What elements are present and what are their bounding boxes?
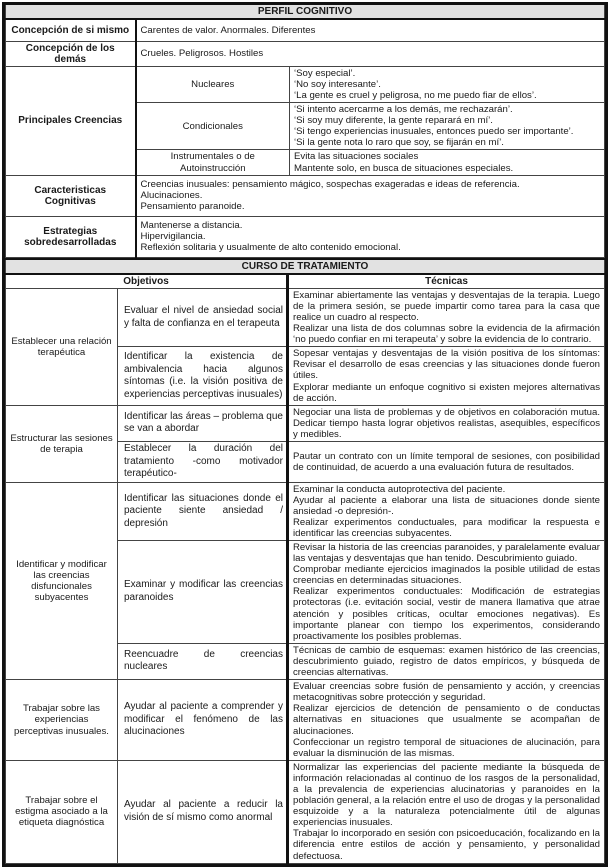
technique-line: Revisar la historia de las creencias paranoides, y paralelamente evaluar las ventajas y desventajas que han tenido. Descubrimiento guiado. <box>293 542 600 565</box>
technique-line: Realizar ejercicios de detención de pensamiento o de conductas alternativas en situaciones que usualmente se acompañan de alucinaciones. <box>293 703 600 737</box>
objective-cell: Reencuadre de creencias nucleares <box>118 643 288 679</box>
creencias-instrumentales-label: Instrumentales o de Autoinstrucción <box>136 150 290 175</box>
estrategia-line: Reflexión solitaria y usualmente de alto contenido emocional. <box>140 242 401 254</box>
concepcion-demas-value: Crueles. Peligrosos. Hostiles <box>136 41 605 66</box>
creencias-nucleares-label: Nucleares <box>136 66 290 102</box>
creencia-line: Evita las situaciones sociales <box>294 151 419 163</box>
caracteristica-line: Alucinaciones. <box>140 190 203 202</box>
treatment-row <box>6 405 605 441</box>
treatment-row <box>6 680 605 761</box>
caracteristicas-cognitivas-label: Caracteristicas Cognitivas <box>6 175 136 216</box>
goal-cell: Trabajar sobre el estigma asociado a la etiqueta diagnóstica <box>6 760 118 863</box>
creencias-condicionales-label: Condicionales <box>136 103 290 150</box>
techniques-cell <box>288 643 605 679</box>
technique-line: Ayudar al paciente a elaborar una lista de situaciones donde siente ansiedad -o depresión-. <box>293 494 600 517</box>
estrategias-list <box>136 216 605 257</box>
techniques-cell <box>288 482 605 540</box>
perfil-cognitivo-table <box>5 5 605 258</box>
caracteristicas-cognitivas-list <box>136 175 605 216</box>
creencias-nucleares-list <box>290 66 605 102</box>
goal-cell: Trabajar sobre las experiencias perceptivas inusuales. <box>6 680 118 761</box>
concepcion-si-mismo-label: Concepción de si mismo <box>6 19 136 41</box>
curso-tratamiento-table <box>5 258 605 864</box>
techniques-cell <box>288 405 605 441</box>
creencia-line: ‘Si la gente nota lo raro que soy, se fijarán en mí’. <box>294 137 504 149</box>
principales-creencias-label: Principales Creencias <box>6 66 136 175</box>
technique-line: Trabajar lo incorporado en sesión con psicoeducación, focalizando en la diferencia entre estilos de acción y pensamiento, y personalidad defectuosa. <box>293 828 600 862</box>
creencia-line: ‘Si intento acercarme a los demás, me rechazarán’. <box>294 104 513 116</box>
treatment-row <box>6 760 605 863</box>
creencia-line: ‘Si tengo experiencias inusuales, entonces puedo ser importante’. <box>294 126 574 138</box>
goal-cell: Estructurar las sesiones de terapia <box>6 405 118 482</box>
technique-line: Negociar una lista de problemas y de objetivos en colaboración mutua. Dedicar tiempo hasta lograr objetivos realistas, asequibles, específicos y medibles. <box>293 406 600 440</box>
technique-line: Realizar una lista de dos columnas sobre la evidencia de la afirmación ‘no puedo confiar en mi terapeuta’ y sobre la evidencia de lo contrario. <box>293 323 600 346</box>
treatment-row <box>6 288 605 346</box>
estrategias-label: Estrategias sobredesarrolladas <box>6 216 136 257</box>
objective-cell: Identificar las situaciones donde el paciente siente ansiedad / depresión <box>118 482 288 540</box>
objective-cell: Establecer la duración del tratamiento -como motivador terapéutico- <box>118 442 288 483</box>
techniques-cell <box>288 680 605 761</box>
technique-line: Comprobar mediante ejercicios imaginados la posible utilidad de estas creencias en determinadas situaciones. <box>293 564 600 587</box>
techniques-cell <box>288 288 605 346</box>
perfil-cognitivo-title: PERFIL COGNITIVO <box>6 5 605 19</box>
column-header-objetivos: Objetivos <box>6 274 288 289</box>
technique-line: Realizar experimentos conductuales, para modificar la respuesta e identificar las creencias subyacentes. <box>293 516 600 539</box>
technique-line: Normalizar las experiencias del paciente mediante la búsqueda de información relacionadas al continuo de los rasgos de la personalidad, a la prevalencia de experiencias alucinatorias y paranoides en la población general, a la relación entre el uso de drogas y la personalidad esquizoide y a la naturaleza potencialmente útil de algunas experiencias inusuales. <box>293 761 600 829</box>
technique-line: Pautar un contrato con un límite temporal de sesiones, con posibilidad de continuidad, de acuerdo a una evaluación futura de resultados. <box>293 450 600 473</box>
technique-line: Confeccionar un registro temporal de situaciones de alucinación, para evaluar la disminución de las mismas. <box>293 736 600 759</box>
objective-cell: Evaluar el nivel de ansiedad social y falta de confianza en el terapeuta <box>118 288 288 346</box>
creencia-line: ‘Si soy muy diferente, la gente reparará en mí’. <box>294 115 493 127</box>
techniques-cell <box>288 760 605 863</box>
techniques-cell <box>288 347 605 405</box>
caracteristica-line: Pensamiento paranoide. <box>140 201 245 213</box>
objective-cell: Ayudar al paciente a reducir la visión de sí mismo como anormal <box>118 760 288 863</box>
objective-cell: Ayudar al paciente a comprender y modificar el fenómeno de las alucinaciones <box>118 680 288 761</box>
goal-cell: Establecer una relación terapéutica <box>6 288 118 405</box>
creencias-instrumentales-list <box>290 150 605 175</box>
technique-line: Sopesar ventajas y desventajas de la visión positiva de los síntomas: Revisar el desarrollo de esas creencias y las situaciones donde fueron útiles. <box>293 348 600 382</box>
technique-line: Técnicas de cambio de esquemas: examen histórico de las creencias, descubrimiento guiado, registro de datos empíricos, y búsqueda de creencias alternativas. <box>293 644 600 679</box>
creencias-condicionales-list <box>290 103 605 150</box>
concepcion-demas-label: Concepción de los demás <box>6 41 136 66</box>
estrategia-line: Hipervigilancia. <box>140 231 206 243</box>
objective-cell: Examinar y modificar las creencias paranoides <box>118 541 288 644</box>
creencia-line: ‘Soy especial’. <box>294 67 356 79</box>
objective-cell: Identificar la existencia de ambivalencia hacia algunos síntomas (i.e. la visión positiva de experiencias perceptivas inusuales) <box>118 347 288 405</box>
curso-tratamiento-title: CURSO DE TRATAMIENTO <box>6 259 605 274</box>
caracteristica-line: Creencias inusuales: pensamiento mágico, sospechas exageradas e ideas de referencia. <box>140 178 520 190</box>
creencia-line: Mantente solo, en busca de situaciones especiales. <box>294 162 514 174</box>
techniques-cell <box>288 442 605 483</box>
concepcion-si-mismo-value: Carentes de valor. Anormales. Diferentes <box>136 19 605 41</box>
treatment-row <box>6 482 605 540</box>
estrategia-line: Mantenerse a distancia. <box>140 219 243 231</box>
technique-line: Examinar abiertamente las ventajas y desventajas de la terapia. Luego de la primera sesión, se puede impartir como tarea para la casa que realice un cuadro al respecto. <box>293 289 600 323</box>
technique-line: Explorar mediante un enfoque cognitivo si existen mejores alternativas de acción. <box>293 381 600 404</box>
technique-line: Evaluar creencias sobre fusión de pensamiento y acción, y creencias metacognitivas sobre protección y seguridad. <box>293 681 600 704</box>
technique-line: Examinar la conducta autoprotectiva del paciente. <box>293 483 506 495</box>
creencia-line: ‘La gente es cruel y peligrosa, no me puedo fiar de ellos’. <box>294 89 537 101</box>
techniques-cell <box>288 541 605 644</box>
technique-line: Realizar experimentos conductuales: Modificación de estrategias protectoras (i.e. evitación social, vestir de manera llamativa que atrae atención y posibles críticas, ocultar emociones negativas). Es importante planear con tiempo los experimentos, considerando proactivamente los posibles problemas. <box>293 586 600 642</box>
creencia-line: ‘No soy interesante’. <box>294 78 381 90</box>
goal-cell: Identificar y modificar las creencias disfuncionales subyacentes <box>6 482 118 680</box>
objective-cell: Identificar las áreas – problema que se van a abordar <box>118 405 288 441</box>
column-header-tecnicas: Técnicas <box>288 274 605 289</box>
document-sheet <box>2 2 608 867</box>
